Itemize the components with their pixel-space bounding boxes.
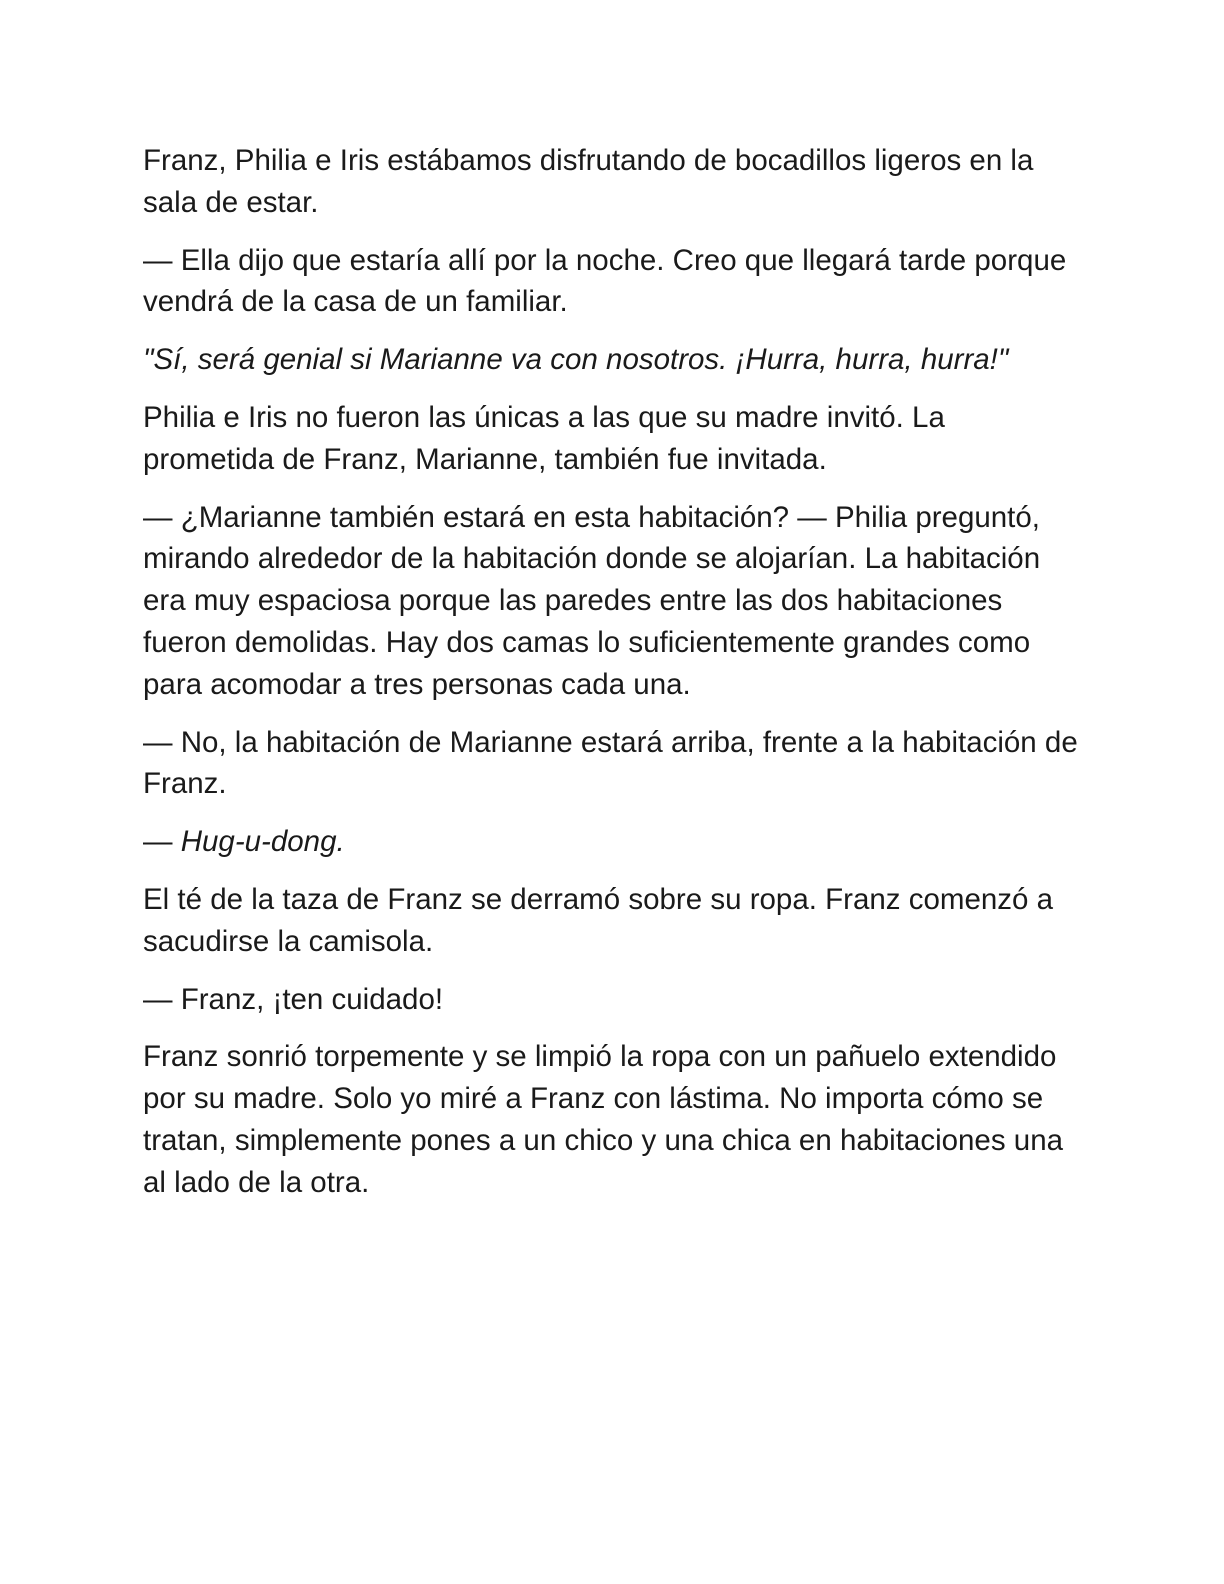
paragraph-text: Franz, Philia e Iris estábamos disfrutando de bocadillos ligeros en la sala de estar.	[143, 144, 1034, 219]
paragraph-9	[143, 979, 1083, 1021]
paragraph-text: Franz sonrió torpemente y se limpió la ropa con un pañuelo extendido por su madre. Solo yo miré a Franz con lástima. No importa cómo se tratan, simplemente pones a un chico y una chica en habitaciones una al lado de la otra.	[143, 1040, 1064, 1199]
paragraph-5	[143, 497, 1083, 706]
paragraph-2	[143, 240, 1083, 324]
paragraph-4	[143, 397, 1083, 481]
paragraph-10	[143, 1036, 1083, 1203]
paragraph-text: Philia e Iris no fueron las únicas a las que su madre invitó. La prometida de Franz, Marianne, también fue invitada.	[143, 400, 945, 476]
paragraph-text: "Sí, será genial si Marianne va con nosotros. ¡Hurra, hurra, hurra!"	[143, 343, 1009, 377]
paragraph-1	[143, 140, 1083, 224]
paragraph-text: El té de la taza de Franz se derramó sobre su ropa. Franz comenzó a sacudirse la camisola.	[143, 882, 1054, 958]
paragraph-text: — No, la habitación de Marianne estará arriba, frente a la habitación de Franz.	[143, 725, 1078, 801]
paragraph-8	[143, 879, 1083, 963]
paragraph-3-italic-quote	[143, 339, 1083, 381]
paragraph-7	[143, 821, 1083, 863]
sound-effect-text: Hug-u-dong.	[180, 825, 345, 859]
paragraph-text: — Ella dijo que estaría allí por la noche. Creo que llegará tarde porque vendrá de la casa de un familiar.	[143, 243, 1067, 319]
paragraph-6	[143, 722, 1083, 806]
document-body	[143, 140, 1083, 1220]
paragraph-text: — ¿Marianne también estará en esta habitación? — Philia preguntó, mirando alrededor de la habitación donde se alojarían. La habitación era muy espaciosa porque las paredes entre las dos habitaciones fueron demolidas. Hay dos camas lo suficientemente grandes como para acomodar a tres personas cada una.	[143, 500, 1041, 701]
paragraph-text: — Franz, ¡ten cuidado!	[143, 982, 444, 1016]
dash-prefix: —	[143, 825, 181, 859]
